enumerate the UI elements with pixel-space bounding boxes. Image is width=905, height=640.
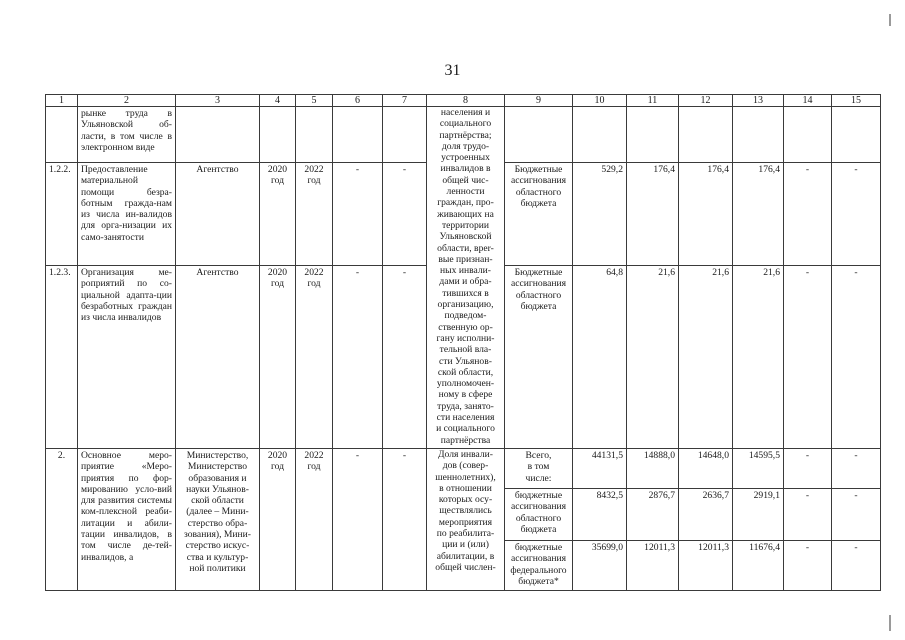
col15: - <box>832 163 881 266</box>
year-2022: 14595,5 <box>733 449 784 489</box>
responsible <box>176 107 260 163</box>
col15: - <box>832 449 881 489</box>
indicator-text: населения и социального партнёрства; доля трудо- устроенных инвалидов в общей чис- ленности граждан, про- живающих на территории Ульяновской области, вper- вые признан- ных инвали- дами и обра- тившихся в организацию, подведом- ственную ор- гану исполни- тельной вла- сти Ульянов- ской области, уполномочен- ному в сфере труда, занято- сти населения и социального партнёрства <box>427 107 505 449</box>
col6: - <box>333 266 383 449</box>
col14: - <box>784 163 832 266</box>
year-2020: 12011,3 <box>627 541 679 591</box>
year-2021: 2636,7 <box>679 489 733 541</box>
col7: - <box>383 449 427 591</box>
funding-source: Бюджетные ассигнования областного бюджета <box>505 266 573 449</box>
total: 8432,5 <box>573 489 627 541</box>
start-year <box>260 107 296 163</box>
year-2020: 21,6 <box>627 266 679 449</box>
header-cell: 12 <box>679 95 733 107</box>
row-number: 1.2.3. <box>46 266 78 449</box>
year-2022: 11676,4 <box>733 541 784 591</box>
page-number: 31 <box>444 62 461 79</box>
year-2022: 176,4 <box>733 163 784 266</box>
header-cell: 1 <box>46 95 78 107</box>
measure-name: Предоставление материальной помощи безра-ботным гражда-нам из числа ин-валидов для орга-низации их само-занятости <box>78 163 176 266</box>
program-table <box>45 94 881 591</box>
col15: - <box>832 541 881 591</box>
col14: - <box>784 266 832 449</box>
col14: - <box>784 449 832 489</box>
total: 44131,5 <box>573 449 627 489</box>
year-2020 <box>627 107 679 163</box>
funding-source: бюджетные ассигнования областного бюджета <box>505 489 573 541</box>
col7: - <box>383 266 427 449</box>
total <box>573 107 627 163</box>
col14: - <box>784 489 832 541</box>
year-2020: 176,4 <box>627 163 679 266</box>
total: 529,2 <box>573 163 627 266</box>
scan-artifact-right <box>889 14 891 26</box>
col15: - <box>832 266 881 449</box>
header-cell: 14 <box>784 95 832 107</box>
row-number: 1.2.2. <box>46 163 78 266</box>
funding-source: Всего, в том числе: <box>505 449 573 489</box>
col7: - <box>383 163 427 266</box>
total: 35699,0 <box>573 541 627 591</box>
col6: - <box>333 449 383 591</box>
year-2021: 176,4 <box>679 163 733 266</box>
end-year <box>296 107 333 163</box>
measure-name: Организация ме-роприятий по со-циальной адапта-ции безработных граждан из числа инвалидов <box>78 266 176 449</box>
indicator-text: Доля инвали- дов (совер- шеннолетних), в отношении которых осу- ществлялись мероприятия по реабилита- ции и (или) абилитации, в общей числен- <box>427 449 505 591</box>
col7 <box>383 107 427 163</box>
header-cell: 3 <box>176 95 260 107</box>
header-cell: 11 <box>627 95 679 107</box>
responsible: Министерство, Министерство образования и науки Ульянов- ской области (далее – Мини- стерство обра- зования), Мини- стерство искус- ства и культур- ной политики <box>176 449 260 591</box>
header-cell: 15 <box>832 95 881 107</box>
header-cell: 13 <box>733 95 784 107</box>
table-row-continuation <box>46 107 881 163</box>
funding-source: бюджетные ассигнования федерального бюджета* <box>505 541 573 591</box>
scan-artifact-top <box>30 2 890 10</box>
scan-artifact-right-bottom <box>889 615 891 631</box>
row-number: 2. <box>46 449 78 591</box>
table-row-2 <box>46 449 881 489</box>
year-2022: 21,6 <box>733 266 784 449</box>
start-year: 2020 год <box>260 449 296 591</box>
year-2022 <box>733 107 784 163</box>
header-cell: 4 <box>260 95 296 107</box>
col6 <box>333 107 383 163</box>
measure-name: Основное меро-приятие «Меро-приятия по фор-мированию усло-вий для развития системы ком-плексной реаби-литации и абили-тации инвалидов, в том числе де-тей-инвалидов, а <box>78 449 176 591</box>
funding-source: Бюджетные ассигнования областного бюджета <box>505 163 573 266</box>
end-year: 2022 год <box>296 163 333 266</box>
header-row <box>46 95 881 107</box>
responsible: Агентство <box>176 266 260 449</box>
col6: - <box>333 163 383 266</box>
header-cell: 5 <box>296 95 333 107</box>
year-2021: 14648,0 <box>679 449 733 489</box>
end-year: 2022 год <box>296 449 333 591</box>
year-2022: 2919,1 <box>733 489 784 541</box>
year-2021: 12011,3 <box>679 541 733 591</box>
col15 <box>832 107 881 163</box>
year-2021: 21,6 <box>679 266 733 449</box>
row-number <box>46 107 78 163</box>
total: 64,8 <box>573 266 627 449</box>
responsible: Агентство <box>176 163 260 266</box>
header-cell: 6 <box>333 95 383 107</box>
year-2021 <box>679 107 733 163</box>
header-cell: 10 <box>573 95 627 107</box>
measure-name: рынке труда в Ульяновской об-ласти, в том числе в электронном виде <box>78 107 176 163</box>
year-2020: 2876,7 <box>627 489 679 541</box>
col15: - <box>832 489 881 541</box>
start-year: 2020 год <box>260 163 296 266</box>
header-cell: 7 <box>383 95 427 107</box>
funding-source <box>505 107 573 163</box>
header-cell: 9 <box>505 95 573 107</box>
header-cell: 2 <box>78 95 176 107</box>
col14: - <box>784 541 832 591</box>
start-year: 2020 год <box>260 266 296 449</box>
col14 <box>784 107 832 163</box>
end-year: 2022 год <box>296 266 333 449</box>
header-cell: 8 <box>427 95 505 107</box>
year-2020: 14888,0 <box>627 449 679 489</box>
